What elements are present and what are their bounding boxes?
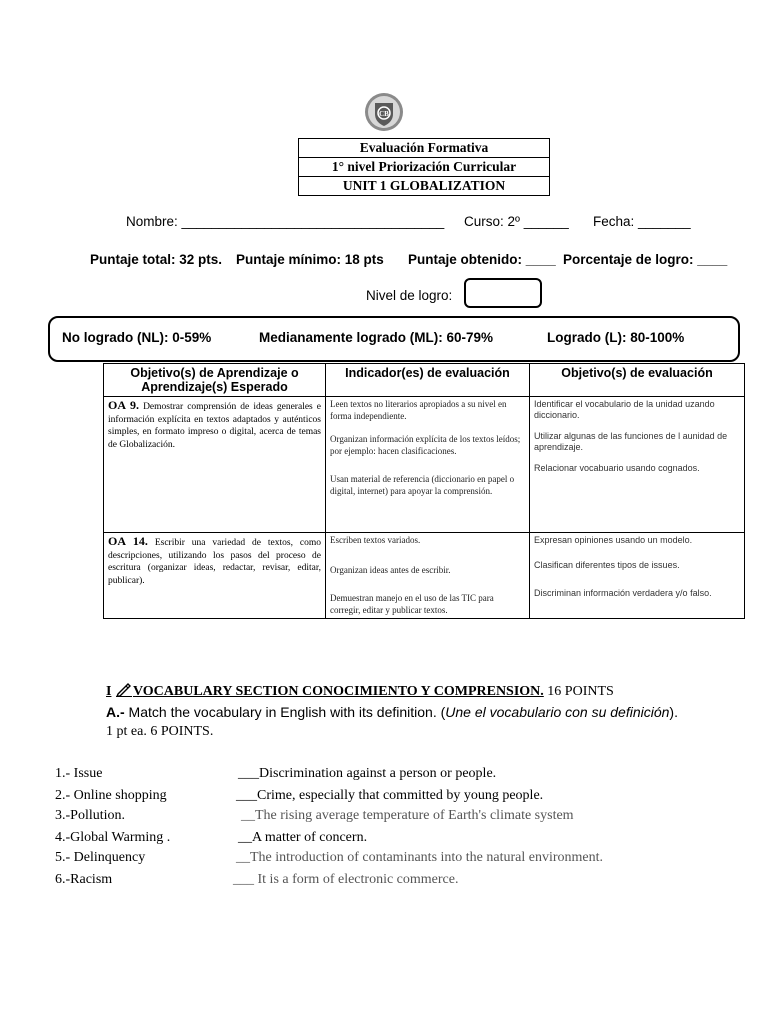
indicator: Leen textos no literarios apropiados a su nivel en forma independiente.: [330, 399, 507, 421]
objective: Expresan opiniones usando un modelo.: [534, 535, 693, 545]
objective: Discriminan información verdadera y/o falso.: [534, 588, 712, 598]
objectives-cell: [530, 397, 745, 533]
instruction-end: ).: [669, 704, 678, 720]
school-logo: [364, 92, 404, 132]
porcentaje-logro[interactable]: Porcentaje de logro: ____: [563, 252, 728, 267]
objectives-table: [103, 363, 745, 619]
vocab-definition[interactable]: __The introduction of contaminants into the natural environment.: [236, 850, 604, 865]
legend-nl: No logrado (NL): 0-59%: [62, 330, 212, 345]
indicators-cell: [326, 533, 530, 619]
title-line-3: UNIT 1 GLOBALIZATION: [342, 178, 506, 193]
title-line-1: Evaluación Formativa: [299, 139, 549, 158]
vocab-term: 1.- Issue: [55, 766, 103, 781]
indicator: Usan material de referencia (diccionario en papel o digital, internet) para apoyar la comprensión.: [330, 474, 515, 496]
oa-text: Demostrar comprensión de ideas generales e información explícita en textos adaptados y auténticos simples, en formato impreso o digital, acerca de temas de Globalización.: [108, 402, 322, 450]
instruction-points: 1 pt ea. 6 POINTS.: [106, 724, 214, 739]
header-indicadores: Indicador(es) de evaluación: [326, 364, 530, 397]
oa-code: OA 9.: [108, 398, 140, 412]
title-line-2: 1° nivel Priorización Curricular: [299, 158, 549, 177]
indicator: Organizan ideas antes de escribir.: [330, 564, 451, 575]
indicators-cell: [326, 397, 530, 533]
vocab-definition[interactable]: __A matter of concern.: [238, 830, 368, 845]
legend-l: Logrado (L): 80-100%: [547, 330, 685, 345]
section-heading: [106, 681, 614, 702]
vocab-term: 3.-Pollution.: [55, 808, 126, 823]
vocab-term: 4.-Global Warming .: [55, 830, 171, 845]
puntaje-minimo: Puntaje mínimo: 18 pts: [236, 252, 384, 267]
instruction-prefix: A.-: [106, 704, 125, 720]
objective: Relacionar vocabuario usando cognados.: [534, 463, 700, 473]
vocab-definition[interactable]: __The rising average temperature of Earth's climate system: [241, 808, 574, 823]
nivel-input-box[interactable]: [464, 278, 542, 308]
vocab-definition[interactable]: ___Discrimination against a person or people.: [238, 766, 497, 781]
header-aprendizaje: Objetivo(s) de Aprendizaje o Aprendizaje(s) Esperado: [104, 364, 326, 397]
svg-text:CB: CB: [379, 110, 389, 118]
oa14-cell: [104, 533, 326, 619]
oa9-cell: [104, 397, 326, 533]
instruction: [106, 704, 678, 720]
indicator: Organizan información explícita de los textos leídos; por ejemplo: hacen clasificaciones.: [330, 434, 521, 456]
oa-code: OA 14.: [108, 534, 148, 548]
header-objetivos: Objetivo(s) de evaluación: [530, 364, 745, 397]
nombre-field[interactable]: Nombre: ___________________________________: [126, 214, 445, 229]
objective: Utilizar algunas de las funciones de l aunidad de aprendizaje.: [534, 431, 728, 452]
vocab-definition[interactable]: ___Crime, especially that committed by young people.: [236, 788, 544, 803]
curso-field[interactable]: Curso: 2º ______: [464, 214, 569, 229]
section-title: VOCABULARY SECTION CONOCIMIENTO Y COMPRENSION.: [132, 684, 544, 699]
objective: Clasifican diferentes tipos de issues.: [534, 560, 680, 570]
vocab-term: 2.- Online shopping: [55, 788, 167, 803]
nivel-label: Nivel de logro:: [366, 288, 453, 303]
table-row: [104, 397, 745, 533]
vocab-term: 5.- Delinquency: [55, 850, 146, 865]
indicator: Escriben textos variados.: [330, 535, 421, 545]
objective: Identificar el vocabulario de la unidad uzando diccionario.: [534, 399, 715, 420]
instruction-text: Match the vocabulary in English with its definition. (: [124, 704, 446, 720]
indicator: Demuestran manejo en el uso de las TIC para corregir, editar y publicar textos.: [330, 593, 494, 615]
title-box: [298, 138, 550, 196]
instruction-italic: Une el vocabulario con su definición: [445, 704, 670, 720]
vocab-definition[interactable]: ___ It is a form of electronic commerce.: [233, 872, 459, 887]
oa-text: Escribir una variedad de textos, como descripciones, utilizando los pasos del proceso de escritura (organizar ideas, redactar, revisar, editar, publicar).: [108, 538, 322, 586]
legend-ml: Medianamente logrado (ML): 60-79%: [259, 330, 494, 345]
puntaje-obtenido[interactable]: Puntaje obtenido: ____: [408, 252, 556, 267]
puntaje-total: Puntaje total: 32 pts.: [90, 252, 223, 267]
pencil-icon: [115, 681, 133, 702]
section-points: 16 POINTS: [543, 684, 614, 699]
vocab-term: 6.-Racism: [55, 872, 113, 887]
section-numeral: I: [106, 684, 112, 699]
table-header-row: [104, 364, 745, 397]
table-row: [104, 533, 745, 619]
objectives-cell: [530, 533, 745, 619]
fecha-field[interactable]: Fecha: _______: [593, 214, 691, 229]
